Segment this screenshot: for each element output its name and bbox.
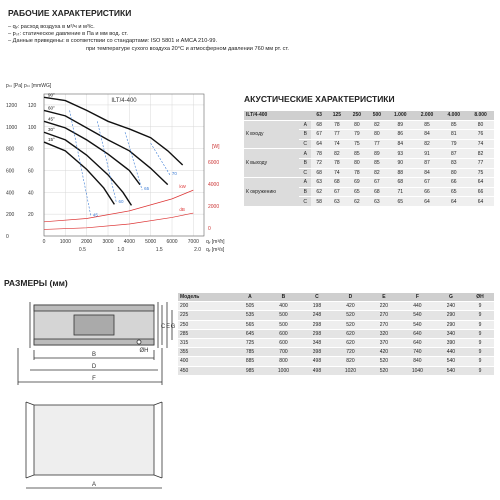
- dim-cell: 500: [265, 311, 302, 320]
- freq-header: 63: [311, 111, 326, 120]
- dim-header: B: [265, 293, 302, 302]
- curve-label: 60°: [48, 105, 55, 111]
- acoustic-cell: 67: [327, 187, 347, 197]
- dim-cell: 420: [369, 348, 399, 357]
- acoustic-cell: B: [299, 130, 311, 140]
- acoustic-cell: 69: [347, 178, 367, 188]
- efficiency-label: 45: [92, 212, 98, 218]
- w-tick-label: 2000: [208, 204, 220, 210]
- dim-cell: 500: [265, 320, 302, 329]
- freq-header: 250: [347, 111, 367, 120]
- dim-cell: 885: [235, 357, 265, 366]
- freq-header: 1.000: [387, 111, 414, 120]
- x-tick-label: 1000: [59, 239, 71, 245]
- acoustic-cell: 68: [327, 178, 347, 188]
- dim-cell: 1000: [265, 366, 302, 375]
- dim-cell: 270: [369, 320, 399, 329]
- acoustic-cell: 82: [327, 149, 347, 159]
- dim-cell: 620: [332, 329, 369, 338]
- acoustic-cell: 80: [467, 120, 494, 130]
- w-tick-label: 4000: [208, 182, 220, 188]
- dim-cell: 290: [436, 320, 466, 329]
- acoustic-cell: C: [299, 168, 311, 178]
- dimensions-table: [178, 293, 494, 376]
- note-line: – qᵥ: расход воздуха в м³/ч и м³/с.: [8, 24, 95, 30]
- dim-header: D: [332, 293, 369, 302]
- note-line: при температуре сухого воздуха 20°С и атмосферном давлении 760 мм рт. ст.: [86, 45, 289, 52]
- dim-cell: 320: [369, 329, 399, 338]
- dim-cell: 720: [332, 348, 369, 357]
- acoustic-cell: B: [299, 158, 311, 168]
- acoustic-cell: 68: [367, 187, 387, 197]
- curve-label: 45°: [48, 116, 55, 122]
- acoustic-cell: C: [299, 197, 311, 207]
- dim-cell: 645: [235, 329, 265, 338]
- y2-axis-label: pₛₜ [mmWG]: [24, 83, 52, 89]
- acoustic-cell: 82: [367, 120, 387, 130]
- y-axis-label: pₛₜ [Pa]: [6, 83, 23, 89]
- plot-frame: [44, 94, 204, 236]
- acoustic-cell: 78: [311, 149, 326, 159]
- acoustic-group-label: К окружению: [244, 178, 299, 207]
- chart-title: ILT/4-400: [111, 98, 137, 104]
- acoustic-cell: 62: [347, 197, 367, 207]
- freq-header: 500: [367, 111, 387, 120]
- dim-cell: 600: [265, 329, 302, 338]
- curve-label: 15°: [48, 137, 55, 143]
- acoustic-cell: 72: [311, 158, 326, 168]
- dim-cell: 9: [466, 357, 494, 366]
- acoustic-cell: B: [299, 187, 311, 197]
- dim-cell: 1040: [399, 366, 436, 375]
- acoustic-cell: 84: [414, 168, 441, 178]
- acoustic-cell: 63: [367, 197, 387, 207]
- acoustic-cell: A: [299, 149, 311, 159]
- note-line: – Данные приведены: в соответствии со стандартами: ISO 5801 и AMCA 210-99.: [8, 38, 218, 45]
- acoustic-cell: 78: [327, 120, 347, 130]
- fan-body-top: [34, 405, 154, 475]
- dim-cell: 440: [436, 348, 466, 357]
- dim-header: ØH: [466, 293, 494, 302]
- acoustic-cell: 83: [440, 158, 467, 168]
- dim-header: A: [235, 293, 265, 302]
- x2-tick-label: 0.5: [78, 247, 86, 253]
- acoustic-cell: 79: [440, 139, 467, 149]
- freq-header: 4.000: [440, 111, 467, 120]
- acoustic-row: [244, 178, 494, 188]
- x-tick-label: 3000: [102, 239, 114, 245]
- dim-row: [178, 338, 494, 347]
- y-tick-label: 200: [6, 212, 15, 219]
- x2-axis-label: qᵥ [m³/s]: [206, 247, 225, 253]
- dim-cell: 220: [369, 302, 399, 311]
- acoustic-cell: 77: [367, 139, 387, 149]
- y2-tick-label: 80: [28, 146, 34, 153]
- dim-cell: 540: [399, 320, 436, 329]
- power-line-label: dB: [179, 207, 185, 213]
- acoustic-cell: 75: [347, 139, 367, 149]
- dim-label-g: G: [170, 324, 176, 330]
- y-tick-label: 0: [6, 234, 9, 240]
- acoustic-cell: 84: [414, 130, 441, 140]
- acoustic-cell: 80: [347, 120, 367, 130]
- dim-cell: 620: [332, 338, 369, 347]
- acoustic-cell: 88: [387, 168, 414, 178]
- x-tick-label: 4000: [123, 239, 135, 245]
- dim-cell: 298: [302, 320, 332, 329]
- acoustic-cell: 63: [327, 197, 347, 207]
- dim-cell: 440: [399, 302, 436, 311]
- acoustic-cell: 74: [467, 139, 494, 149]
- dim-cell: 520: [369, 366, 399, 375]
- dim-cell: 565: [235, 320, 265, 329]
- acoustic-cell: 89: [367, 149, 387, 159]
- pressure-curve: [44, 132, 131, 205]
- acoustic-cell: 65: [440, 187, 467, 197]
- x-tick-label: 6000: [166, 239, 178, 245]
- note-line: – pₛₜ: статическое давление в Па и мм вод. ст.: [8, 31, 128, 38]
- y-tick-label: 600: [6, 168, 15, 175]
- acoustic-cell: 90: [387, 158, 414, 168]
- acoustic-cell: 80: [347, 158, 367, 168]
- acoustic-cell: 64: [414, 197, 441, 207]
- acoustic-cell: 78: [327, 158, 347, 168]
- acoustic-cell: 68: [311, 120, 326, 130]
- dim-cell: 520: [332, 311, 369, 320]
- acoustic-cell: 65: [347, 187, 367, 197]
- dim-cell: 240: [436, 302, 466, 311]
- fan-technical-drawing: [4, 290, 174, 495]
- dim-cell: 9: [466, 338, 494, 347]
- dim-cell: 700: [265, 348, 302, 357]
- dim-cell: 985: [235, 366, 265, 375]
- dim-cell: 225: [178, 311, 235, 320]
- dim-cell: 498: [302, 366, 332, 375]
- acoustic-cell: 67: [311, 130, 326, 140]
- dim-cell: 400: [265, 302, 302, 311]
- acoustic-cell: 63: [311, 178, 326, 188]
- dim-row: [178, 302, 494, 311]
- x-axis-label: qᵥ [m³/h]: [206, 239, 225, 245]
- acoustic-cell: 75: [467, 168, 494, 178]
- dim-header: E: [369, 293, 399, 302]
- dim-cell: 520: [332, 320, 369, 329]
- acoustic-cell: A: [299, 178, 311, 188]
- acoustic-cell: 64: [311, 139, 326, 149]
- dim-label-c: C: [160, 324, 166, 330]
- dim-cell: 348: [302, 338, 332, 347]
- acoustic-cell: 68: [311, 168, 326, 178]
- acoustic-cell: 91: [414, 149, 441, 159]
- dim-cell: 9: [466, 348, 494, 357]
- dim-cell: 505: [235, 302, 265, 311]
- dim-cell: 820: [332, 357, 369, 366]
- acoustic-model: ILT/4-400: [244, 111, 311, 120]
- acoustic-cell: 62: [311, 187, 326, 197]
- acoustic-cell: 82: [467, 149, 494, 159]
- x2-tick-label: 1.0: [117, 247, 125, 253]
- x-tick-label: 5000: [145, 239, 157, 245]
- freq-header: 2.000: [414, 111, 441, 120]
- dim-cell: 250: [178, 320, 235, 329]
- dim-label-hole: ØH: [139, 348, 149, 354]
- x2-tick-label: 2.0: [194, 247, 202, 253]
- acoustic-cell: 77: [467, 158, 494, 168]
- dim-cell: 9: [466, 329, 494, 338]
- acoustic-cell: 85: [414, 120, 441, 130]
- y2-tick-label: 120: [28, 102, 37, 109]
- acoustic-cell: 66: [414, 187, 441, 197]
- dim-cell: 540: [436, 357, 466, 366]
- dim-cell: 200: [178, 302, 235, 311]
- dim-label-b: B: [91, 352, 97, 358]
- y-tick-label: 1200: [6, 102, 18, 109]
- dim-cell: 198: [302, 302, 332, 311]
- dim-cell: 785: [235, 348, 265, 357]
- efficiency-label: 65: [144, 186, 150, 192]
- dim-cell: 9: [466, 302, 494, 311]
- dim-cell: 450: [178, 366, 235, 375]
- acoustic-cell: 74: [327, 168, 347, 178]
- dim-cell: 540: [399, 311, 436, 320]
- dim-label-a: A: [91, 482, 97, 488]
- y2-tick-label: 100: [28, 124, 37, 131]
- perf-heading: РАБОЧИЕ ХАРАКТЕРИСТИКИ: [8, 8, 132, 18]
- dim-header: G: [436, 293, 466, 302]
- dim-cell: 9: [466, 366, 494, 375]
- acoustic-cell: 68: [387, 178, 414, 188]
- acoustic-cell: 80: [367, 130, 387, 140]
- acoustic-row: [244, 149, 494, 159]
- acoustic-cell: 86: [387, 130, 414, 140]
- dim-cell: 520: [369, 357, 399, 366]
- dim-label-d: D: [91, 364, 97, 370]
- dim-cell: 400: [178, 357, 235, 366]
- efficiency-label: 60: [118, 199, 124, 205]
- acoustic-cell: 82: [414, 139, 441, 149]
- dim-cell: 640: [399, 338, 436, 347]
- dim-cell: 540: [436, 366, 466, 375]
- efficiency-line: [97, 121, 116, 203]
- acoustic-cell: 82: [367, 168, 387, 178]
- acoustic-cell: 87: [414, 158, 441, 168]
- w-tick-label: 6000: [208, 160, 220, 166]
- acoustic-cell: 89: [387, 120, 414, 130]
- dim-header: C: [302, 293, 332, 302]
- dim-cell: 725: [235, 338, 265, 347]
- dim-cell: 340: [436, 329, 466, 338]
- dim-label-e: E: [165, 324, 171, 330]
- dim-row: [178, 348, 494, 357]
- y2-tick-label: 40: [28, 190, 34, 197]
- dim-cell: 535: [235, 311, 265, 320]
- dim-cell: 355: [178, 348, 235, 357]
- acoustic-cell: 74: [327, 139, 347, 149]
- acoustic-cell: 58: [311, 197, 326, 207]
- dim-row: [178, 366, 494, 375]
- w-axis-label: [W]: [212, 144, 220, 150]
- pressure-curve: [44, 97, 183, 165]
- dim-cell: 390: [436, 338, 466, 347]
- acoustic-row: [244, 120, 494, 130]
- dim-cell: 840: [399, 357, 436, 366]
- dim-cell: 600: [265, 338, 302, 347]
- chart-svg: [4, 80, 236, 270]
- dim-cell: 270: [369, 311, 399, 320]
- x-tick-label: 0: [42, 239, 46, 245]
- dim-cell: 290: [436, 311, 466, 320]
- y-tick-label: 400: [6, 190, 15, 197]
- freq-header: 8.000: [467, 111, 494, 120]
- dim-cell: 640: [399, 329, 436, 338]
- acoustic-cell: C: [299, 139, 311, 149]
- acoustic-heading: АКУСТИЧЕСКИЕ ХАРАКТЕРИСТИКИ: [244, 94, 395, 104]
- x2-tick-label: 1.5: [155, 247, 163, 253]
- notes-block: [8, 24, 289, 53]
- dims-heading: РАЗМЕРЫ (мм): [4, 278, 68, 288]
- efficiency-line: [125, 132, 142, 190]
- curve-label: 90°: [48, 92, 55, 98]
- acoustic-cell: 84: [387, 139, 414, 149]
- curve-label: 30°: [48, 127, 55, 133]
- acoustic-group-label: К выходу: [244, 149, 299, 178]
- power-line: [44, 190, 193, 222]
- dim-cell: 285: [178, 329, 235, 338]
- acoustic-cell: 85: [367, 158, 387, 168]
- power-line-label: kW: [179, 184, 186, 190]
- y-tick-label: 1000: [6, 124, 18, 131]
- dim-row: [178, 357, 494, 366]
- dim-row: [178, 320, 494, 329]
- dim-cell: 420: [332, 302, 369, 311]
- acoustic-cell: 67: [414, 178, 441, 188]
- dim-cell: 1020: [332, 366, 369, 375]
- acoustic-cell: A: [299, 120, 311, 130]
- acoustic-cell: 77: [327, 130, 347, 140]
- acoustic-cell: 85: [347, 149, 367, 159]
- acoustic-cell: 76: [467, 130, 494, 140]
- dim-header: F: [399, 293, 436, 302]
- x-tick-label: 7000: [187, 239, 199, 245]
- acoustic-cell: 66: [440, 178, 467, 188]
- dim-cell: 800: [265, 357, 302, 366]
- dim-cell: 498: [302, 357, 332, 366]
- efficiency-label: 70: [171, 170, 177, 176]
- acoustic-cell: 64: [467, 178, 494, 188]
- acoustic-table: [244, 111, 494, 207]
- acoustic-cell: 64: [440, 197, 467, 207]
- performance-chart: [4, 80, 236, 270]
- y2-tick-label: 20: [28, 212, 34, 219]
- efficiency-line: [70, 110, 91, 216]
- dim-cell: 370: [369, 338, 399, 347]
- acoustic-cell: 93: [387, 149, 414, 159]
- dim-row: [178, 311, 494, 320]
- acoustic-cell: 78: [347, 168, 367, 178]
- freq-header: 125: [327, 111, 347, 120]
- acoustic-cell: 65: [387, 197, 414, 207]
- dim-cell: 398: [302, 348, 332, 357]
- power-line: [44, 213, 193, 229]
- dim-cell: 740: [399, 348, 436, 357]
- dim-cell: 298: [302, 329, 332, 338]
- acoustic-cell: 79: [347, 130, 367, 140]
- acoustic-cell: 64: [467, 197, 494, 207]
- acoustic-cell: 80: [440, 168, 467, 178]
- dim-row: [178, 329, 494, 338]
- dim-label-f: F: [92, 376, 96, 382]
- acoustic-cell: 85: [440, 120, 467, 130]
- acoustic-cell: 71: [387, 187, 414, 197]
- acoustic-cell: 66: [467, 187, 494, 197]
- dim-header: Модель: [178, 293, 235, 302]
- dim-cell: 9: [466, 320, 494, 329]
- y2-tick-label: 60: [28, 168, 34, 175]
- acoustic-cell: 87: [440, 149, 467, 159]
- dim-cell: 248: [302, 311, 332, 320]
- dim-cell: 315: [178, 338, 235, 347]
- y-tick-label: 800: [6, 146, 15, 153]
- dim-cell: 9: [466, 311, 494, 320]
- w-tick-label: 0: [208, 226, 211, 232]
- acoustic-cell: 81: [440, 130, 467, 140]
- x-tick-label: 2000: [81, 239, 93, 245]
- acoustic-cell: 67: [367, 178, 387, 188]
- acoustic-group-label: К входу: [244, 120, 299, 149]
